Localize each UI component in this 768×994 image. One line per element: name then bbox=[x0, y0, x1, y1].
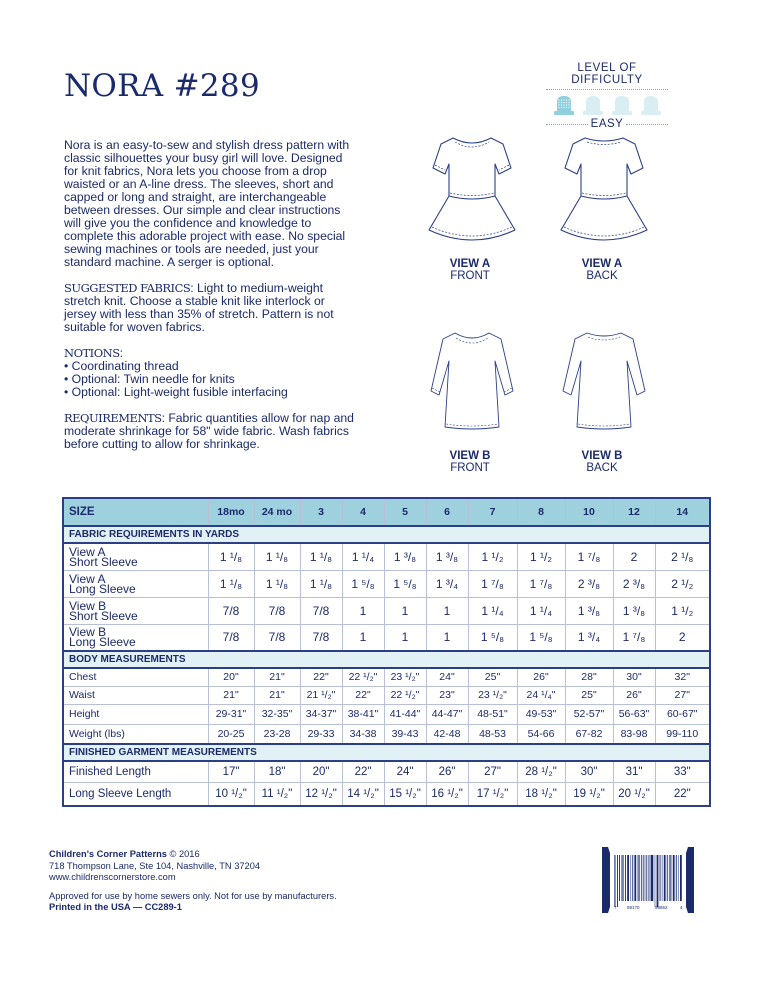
table-cell: 30" bbox=[613, 668, 655, 686]
view-a-front-caption bbox=[420, 258, 520, 282]
table-row bbox=[63, 597, 710, 624]
table-cell: 42-48 bbox=[426, 724, 468, 744]
barcode-bar bbox=[619, 855, 620, 901]
table-cell: 1 ⁵/₈ bbox=[384, 570, 426, 597]
barcode-bracket-left bbox=[602, 847, 610, 913]
section-title: BODY MEASUREMENTS bbox=[63, 651, 710, 668]
row-label-line: Long Sleeve bbox=[69, 581, 136, 596]
table-cell: 18" bbox=[254, 761, 300, 782]
table-cell: 31" bbox=[613, 761, 655, 782]
barcode-bar bbox=[680, 855, 682, 901]
table-cell: 1 ⁷/₈ bbox=[613, 624, 655, 651]
table-cell: 26" bbox=[426, 761, 468, 782]
row-label-line: View A bbox=[69, 571, 106, 586]
table-cell: 41-44" bbox=[384, 704, 426, 724]
size-column-header: 7 bbox=[468, 498, 517, 526]
barcode-bar bbox=[651, 855, 654, 901]
table-row bbox=[63, 724, 710, 744]
table-cell: 25" bbox=[565, 686, 613, 704]
table-row bbox=[63, 782, 710, 806]
table-cell: 24" bbox=[384, 761, 426, 782]
table-cell: 23 ¹/₂" bbox=[384, 668, 426, 686]
barcode-bar bbox=[678, 855, 679, 901]
table-cell: 28 ¹/₂" bbox=[517, 761, 565, 782]
barcode-bar bbox=[667, 855, 668, 901]
thimble-icon bbox=[581, 94, 605, 116]
copyright: © 2016 bbox=[166, 849, 200, 859]
notions-item: • Optional: Light-weight fusible interfacing bbox=[64, 386, 354, 399]
table-cell: 1 ³/₈ bbox=[565, 597, 613, 624]
barcode-bar bbox=[614, 855, 616, 907]
row-label-line: View B bbox=[69, 598, 107, 613]
table-cell: 20" bbox=[208, 668, 254, 686]
table-cell: 34-37" bbox=[300, 704, 342, 724]
printed-info: Printed in the USA — CC289-1 bbox=[49, 902, 182, 912]
size-column-header: 4 bbox=[342, 498, 384, 526]
view-side: FRONT bbox=[450, 462, 490, 474]
table-cell: 7/8 bbox=[300, 597, 342, 624]
table-cell: 24" bbox=[426, 668, 468, 686]
table-cell: 20" bbox=[300, 761, 342, 782]
dotted-divider bbox=[626, 124, 668, 125]
table-cell: 1 ¹/₈ bbox=[300, 570, 342, 597]
barcode-bar bbox=[634, 855, 636, 901]
row-label: Long Sleeve Length bbox=[63, 782, 208, 806]
size-column-header: 12 bbox=[613, 498, 655, 526]
table-cell: 29-31" bbox=[208, 704, 254, 724]
table-cell: 10 ¹/₂" bbox=[208, 782, 254, 806]
thimble-rating bbox=[546, 94, 668, 116]
table-cell: 26" bbox=[613, 686, 655, 704]
notions-item: • Optional: Twin needle for knits bbox=[64, 373, 354, 386]
table-cell: 27" bbox=[468, 761, 517, 782]
row-label-line: Short Sleeve bbox=[69, 608, 138, 623]
footer-info bbox=[49, 849, 337, 914]
table-cell: 7/8 bbox=[300, 624, 342, 651]
view-a-front-illustration bbox=[425, 132, 520, 247]
requirements-heading: REQUIREMENTS bbox=[64, 411, 162, 425]
row-label: Chest bbox=[63, 668, 208, 686]
table-cell: 44-47" bbox=[426, 704, 468, 724]
table-cell: 7/8 bbox=[254, 624, 300, 651]
barcode-bar bbox=[662, 855, 663, 901]
usage-disclaimer: Approved for use by home sewers only. Not for use by manufacturers. bbox=[49, 890, 337, 901]
difficulty-label: LEVEL OF DIFFICULTY bbox=[571, 62, 643, 86]
thimble-icon bbox=[610, 94, 634, 116]
table-cell: 21 ¹/₂" bbox=[300, 686, 342, 704]
intro-paragraph: Nora is an easy-to-sew and stylish dress pattern with classic silhouettes your busy girl will love. Designed for knit fabrics, Nora lets you choose from a drop waisted or an A-line dress. The sleeves, short and capped or long and straight, are interchangeable between dresses. Our simple and clear instructions will give you the confidence and knowledge to complete this adorable project with ease. No special sewing machines or tools are needed, just your standard machine. A serger is optional. bbox=[64, 138, 350, 269]
table-cell: 22" bbox=[342, 761, 384, 782]
table-cell: 2 ¹/₂ bbox=[655, 570, 710, 597]
row-label-line: View A bbox=[69, 544, 106, 559]
barcode-bar bbox=[673, 855, 675, 901]
table-cell: 15 ¹/₂" bbox=[384, 782, 426, 806]
table-cell: 1 ¹/₂ bbox=[468, 543, 517, 570]
table-row bbox=[63, 570, 710, 597]
requirements bbox=[64, 412, 354, 451]
table-cell: 67-82 bbox=[565, 724, 613, 744]
company-name: Children's Corner Patterns bbox=[49, 849, 167, 859]
barcode-bar bbox=[655, 855, 656, 907]
size-chart-table bbox=[62, 497, 711, 807]
table-cell: 14 ¹/₂" bbox=[342, 782, 384, 806]
table-cell: 48-53 bbox=[468, 724, 517, 744]
notions-list bbox=[64, 360, 354, 399]
table-cell: 1 ¹/₈ bbox=[254, 570, 300, 597]
table-cell: 2 ³/₈ bbox=[565, 570, 613, 597]
table-cell: 1 ³/₄ bbox=[426, 570, 468, 597]
table-cell: 56-63" bbox=[613, 704, 655, 724]
barcode-bar bbox=[641, 855, 642, 901]
view-b-back-caption bbox=[552, 450, 652, 474]
suggested-fabrics bbox=[64, 282, 354, 334]
row-label-line: Long Sleeve bbox=[69, 635, 136, 650]
table-cell: 7/8 bbox=[208, 597, 254, 624]
table-cell: 1 ¹/₄ bbox=[342, 543, 384, 570]
table-cell: 1 bbox=[342, 597, 384, 624]
row-label bbox=[63, 624, 208, 651]
table-cell: 1 ⁷/₈ bbox=[565, 543, 613, 570]
barcode-bar bbox=[643, 855, 644, 901]
table-cell: 1 ¹/₂ bbox=[517, 543, 565, 570]
table-cell: 1 ¹/₂ bbox=[655, 597, 710, 624]
table-cell: 16 ¹/₂" bbox=[426, 782, 468, 806]
table-cell: 12 ¹/₂" bbox=[300, 782, 342, 806]
suggested-fabrics-heading: SUGGESTED FABRICS bbox=[64, 281, 191, 295]
barcode-digit: 4 bbox=[680, 905, 683, 910]
table-cell: 1 bbox=[426, 597, 468, 624]
row-label bbox=[63, 597, 208, 624]
barcode-digit: 59170 bbox=[627, 905, 640, 910]
barcode-bar bbox=[630, 855, 631, 901]
view-a-back-illustration bbox=[557, 132, 652, 247]
view-a-back-caption bbox=[552, 258, 652, 282]
table-cell: 1 ³/₈ bbox=[384, 543, 426, 570]
table-cell: 24 ¹/₄" bbox=[517, 686, 565, 704]
table-cell: 22" bbox=[300, 668, 342, 686]
table-cell: 27" bbox=[655, 686, 710, 704]
table-cell: 20-25 bbox=[208, 724, 254, 744]
thimble-icon bbox=[552, 94, 576, 116]
table-cell: 32" bbox=[655, 668, 710, 686]
table-cell: 2 ¹/₈ bbox=[655, 543, 710, 570]
table-cell: 1 ³/₈ bbox=[426, 543, 468, 570]
section-header-row bbox=[63, 526, 710, 543]
table-cell: 54-66 bbox=[517, 724, 565, 744]
table-cell: 11 ¹/₂" bbox=[254, 782, 300, 806]
table-cell: 22 ¹/₂" bbox=[342, 668, 384, 686]
table-cell: 23" bbox=[426, 686, 468, 704]
barcode-bar bbox=[664, 855, 666, 901]
table-cell: 21" bbox=[254, 686, 300, 704]
table-cell: 1 ¹/₈ bbox=[208, 570, 254, 597]
row-label-line: Short Sleeve bbox=[69, 554, 138, 569]
table-cell: 2 bbox=[655, 624, 710, 651]
size-column-header: 18mo bbox=[208, 498, 254, 526]
view-side: BACK bbox=[586, 270, 618, 282]
table-cell: 22" bbox=[655, 782, 710, 806]
section-title: FINISHED GARMENT MEASUREMENTS bbox=[63, 744, 710, 761]
size-column-header: 3 bbox=[300, 498, 342, 526]
table-row bbox=[63, 704, 710, 724]
barcode bbox=[600, 845, 696, 915]
table-cell: 23-28 bbox=[254, 724, 300, 744]
table-cell: 1 bbox=[342, 624, 384, 651]
dotted-divider bbox=[546, 124, 588, 125]
barcode-bar bbox=[646, 855, 648, 901]
barcode-digit: 98862 bbox=[655, 905, 668, 910]
table-cell: 1 ¹/₄ bbox=[468, 597, 517, 624]
barcode-bar bbox=[627, 855, 629, 901]
view-title: VIEW B bbox=[581, 450, 623, 462]
table-cell: 83-98 bbox=[613, 724, 655, 744]
table-cell: 30" bbox=[565, 761, 613, 782]
table-cell: 49-53" bbox=[517, 704, 565, 724]
table-cell: 1 bbox=[384, 597, 426, 624]
view-side: BACK bbox=[586, 462, 618, 474]
table-cell: 21" bbox=[254, 668, 300, 686]
table-cell: 28" bbox=[565, 668, 613, 686]
size-column-header: 5 bbox=[384, 498, 426, 526]
view-title: VIEW A bbox=[449, 258, 491, 270]
notions-heading: NOTIONS bbox=[64, 346, 120, 360]
table-cell: 20 ¹/₂" bbox=[613, 782, 655, 806]
barcode-bar bbox=[649, 855, 650, 901]
table-cell: 1 bbox=[384, 624, 426, 651]
barcode-bar bbox=[676, 855, 677, 901]
requirements-text: : Fabric quantities allow for nap and moderate shrinkage for 58" wide fabric. Wash fabrics before cutting to allow for shrinkage. bbox=[64, 411, 354, 451]
view-title: VIEW A bbox=[581, 258, 623, 270]
table-cell: 1 ⁵/₈ bbox=[517, 624, 565, 651]
size-header: SIZE bbox=[63, 498, 208, 526]
difficulty-level: EASY bbox=[590, 118, 624, 130]
view-b-front-illustration bbox=[425, 327, 520, 437]
row-label bbox=[63, 543, 208, 570]
row-label-line: View B bbox=[69, 625, 107, 640]
row-label bbox=[63, 570, 208, 597]
table-cell: 1 ³/₈ bbox=[613, 597, 655, 624]
table-cell: 25" bbox=[468, 668, 517, 686]
view-b-front-caption bbox=[420, 450, 520, 474]
barcode-bar bbox=[637, 855, 640, 901]
website-link[interactable]: www.childrenscornerstore.com bbox=[49, 872, 176, 882]
table-cell: 22 ¹/₂" bbox=[384, 686, 426, 704]
table-cell: 38-41" bbox=[342, 704, 384, 724]
section-title: FABRIC REQUIREMENTS IN YARDS bbox=[63, 526, 710, 543]
table-cell: 32-35" bbox=[254, 704, 300, 724]
row-label: Waist bbox=[63, 686, 208, 704]
table-cell: 1 ¹/₄ bbox=[517, 597, 565, 624]
table-cell: 60-67" bbox=[655, 704, 710, 724]
table-cell: 17 ¹/₂" bbox=[468, 782, 517, 806]
table-cell: 1 ¹/₈ bbox=[208, 543, 254, 570]
table-cell: 18 ¹/₂" bbox=[517, 782, 565, 806]
table-row bbox=[63, 761, 710, 782]
difficulty-indicator bbox=[546, 62, 668, 130]
barcode-bar bbox=[669, 855, 672, 901]
table-cell: 17" bbox=[208, 761, 254, 782]
notions-item: • Coordinating thread bbox=[64, 360, 354, 373]
size-column-header: 10 bbox=[565, 498, 613, 526]
table-cell: 1 ¹/₈ bbox=[300, 543, 342, 570]
table-cell: 39-43 bbox=[384, 724, 426, 744]
size-column-header: 8 bbox=[517, 498, 565, 526]
company-address: 718 Thompson Lane, Ste 104, Nashville, TN 37204 bbox=[49, 860, 261, 871]
thimble-icon bbox=[639, 94, 663, 116]
table-cell: 33" bbox=[655, 761, 710, 782]
table-row bbox=[63, 668, 710, 686]
barcode-digit: 7 bbox=[614, 905, 617, 910]
barcode-bracket-right bbox=[686, 847, 694, 913]
view-side: FRONT bbox=[450, 270, 490, 282]
table-header-row bbox=[63, 498, 710, 526]
table-cell: 1 ⁷/₈ bbox=[468, 570, 517, 597]
table-cell: 29-33 bbox=[300, 724, 342, 744]
barcode-bar bbox=[660, 855, 661, 901]
table-row bbox=[63, 624, 710, 651]
table-cell: 52-57" bbox=[565, 704, 613, 724]
table-cell: 21" bbox=[208, 686, 254, 704]
table-cell: 1 ⁵/₈ bbox=[468, 624, 517, 651]
table-cell: 48-51" bbox=[468, 704, 517, 724]
table-cell: 34-38 bbox=[342, 724, 384, 744]
table-cell: 23 ¹/₂" bbox=[468, 686, 517, 704]
section-header-row bbox=[63, 744, 710, 761]
table-cell: 7/8 bbox=[208, 624, 254, 651]
table-cell: 1 ⁵/₈ bbox=[342, 570, 384, 597]
table-cell: 99-110 bbox=[655, 724, 710, 744]
row-label: Finished Length bbox=[63, 761, 208, 782]
table-cell: 26" bbox=[517, 668, 565, 686]
notions-colon: : bbox=[119, 346, 123, 360]
section-header-row bbox=[63, 651, 710, 668]
table-row bbox=[63, 543, 710, 570]
suggested-fabrics-text: : Light to medium-weight stretch knit. Choose a stable knit like interlock or jersey with less than 35% of stretch. Pattern is not suitable for woven fabrics. bbox=[64, 281, 334, 334]
table-cell: 1 bbox=[426, 624, 468, 651]
row-label: Weight (lbs) bbox=[63, 724, 208, 744]
table-cell: 2 bbox=[613, 543, 655, 570]
table-cell: 1 ³/₄ bbox=[565, 624, 613, 651]
size-column-header: 6 bbox=[426, 498, 468, 526]
barcode-bar bbox=[621, 855, 624, 901]
table-cell: 7/8 bbox=[254, 597, 300, 624]
table-cell: 22" bbox=[342, 686, 384, 704]
barcode-bar bbox=[625, 855, 626, 901]
table-row bbox=[63, 686, 710, 704]
table-cell: 1 ¹/₈ bbox=[254, 543, 300, 570]
barcode-bar bbox=[632, 855, 633, 901]
pattern-description bbox=[64, 139, 354, 464]
pattern-title: NORA #289 bbox=[64, 68, 260, 104]
barcode-bar bbox=[617, 855, 618, 907]
view-title: VIEW B bbox=[449, 450, 491, 462]
table-cell: 1 ⁷/₈ bbox=[517, 570, 565, 597]
row-label: Height bbox=[63, 704, 208, 724]
table-cell: 19 ¹/₂" bbox=[565, 782, 613, 806]
size-column-header: 14 bbox=[655, 498, 710, 526]
table-cell: 2 ³/₈ bbox=[613, 570, 655, 597]
size-column-header: 24 mo bbox=[254, 498, 300, 526]
dotted-divider bbox=[546, 89, 668, 90]
view-b-back-illustration bbox=[557, 327, 652, 437]
barcode-bar bbox=[657, 855, 659, 907]
